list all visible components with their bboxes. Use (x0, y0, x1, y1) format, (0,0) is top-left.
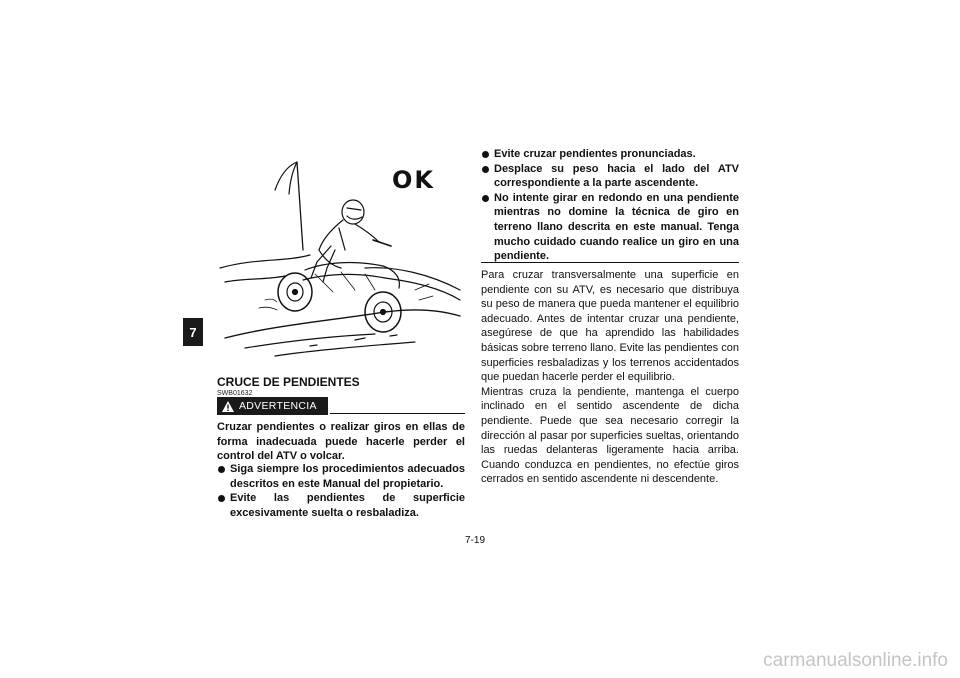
list-item: Desplace su peso hacia el lado del ATV correspondiente a la parte ascendente. (481, 162, 739, 191)
list-item: Siga siempre los procedimientos adecuados descritos en este Manual del propietario. (217, 462, 465, 491)
page-number: 7-19 (465, 535, 486, 546)
warning-triangle-icon (217, 400, 239, 413)
body-paragraph-1: Para cruzar transversalmente una superficie en pendiente con su ATV, es necesario que distribuya su peso de manera que pueda mantener el equilibrio adecuado. Antes de intentar cruzar una pendiente, asegúrese de que ha aprendido las habilidades básicas sobre terreno llano. Evite las pendientes con superficies resbaladizas y los terrenos accidentados que puedan hacerle perder el equilibrio. (481, 269, 739, 384)
warning-intro: Cruzar pendientes o realizar giros en ellas de forma inadecuada puede hacerle perder el control del ATV o volcar. (217, 421, 465, 463)
warning-bullets-right (481, 147, 739, 264)
warning-bullets-left (217, 462, 465, 520)
list-item: Evite las pendientes de superficie excesivamente suelta o resbaladiza. (217, 491, 465, 520)
section-code: SWB01632 (217, 390, 253, 397)
warning-rule (330, 413, 465, 414)
chapter-tab: 7 (183, 318, 203, 346)
list-item: Evite cruzar pendientes pronunciadas. (481, 147, 739, 162)
list-item: No intente girar en redondo en una pendiente mientras no domine la técnica de giro en terreno llano descrita en este manual. Tenga mucho cuidado cuando realice un giro en una pendiente. (481, 191, 739, 264)
body-text (481, 268, 739, 487)
section-title: CRUCE DE PENDIENTES (217, 375, 360, 389)
watermark: carmanualsonline.info (763, 650, 948, 671)
warning-label: ADVERTENCIA (239, 400, 317, 412)
warning-end-rule (481, 262, 739, 263)
warning-badge (217, 397, 328, 415)
body-paragraph-2: Mientras cruza la pendiente, mantenga el cuerpo inclinado en el sentido ascendente de dicha pendiente. Puede que sea necesario corregir la dirección al pasar por superficies sueltas, orientando las ruedas delanteras ligeramente hacia arriba. Cuando conduzca en pendientes, no efectúe giros cerrados en sentido ascendente ni descendente. (481, 385, 739, 486)
ok-label: OK (392, 166, 435, 194)
warning-header (217, 397, 465, 417)
